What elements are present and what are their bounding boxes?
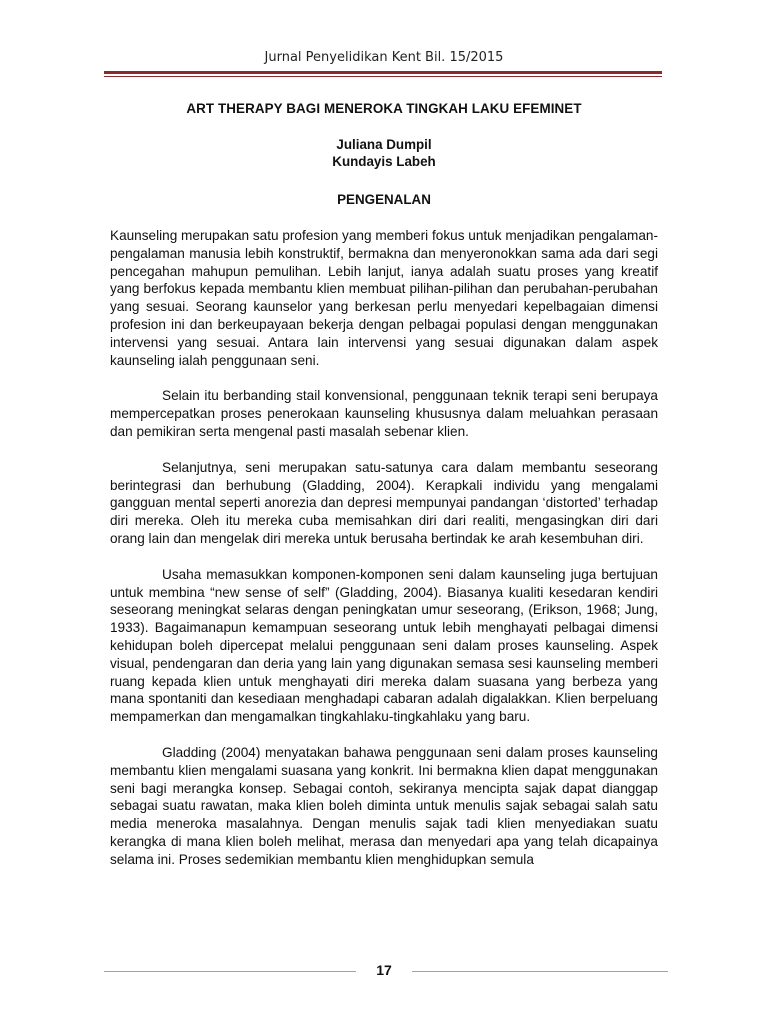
header-rule-thin xyxy=(104,76,662,77)
paragraph: Usaha memasukkan komponen-komponen seni dalam kaunseling juga bertujuan untuk membina “new sense of self” (Gladding, 2004). Biasanya kualiti kesedaran kendiri seseorang meningkat selaras dengan peningkatan umur seseorang, (Erikson, 1968; Jung, 1933). Bagaimanapun kemampuan seseorang untuk lebih menghayati pelbagai dimensi kehidupan boleh dipercepat melalui penggunaan seni dalam proses kaunseling. Aspek visual, pendengaran dan deria yang lain yang digunakan semasa sesi kaunseling memberi ruang kepada klien untuk menghayati diri mereka dalam suasana yang berbeza yang mana spontaniti dan kesediaan menghadapi cabaran adalah digalakkan. Klien berpeluang mempamerkan dan mengamalkan tingkahlaku-tingkahlaku yang baru. xyxy=(110,566,658,725)
paragraph: Gladding (2004) menyatakan bahawa penggunaan seni dalam proses kaunseling membantu klien mengalami suasana yang konkrit. Ini bermakna klien dapat menggunakan seni bagi merangka konsep. Sebagai contoh, sekiranya mencipta sajak dapat dianggap sebagai suatu rawatan, maka klien boleh diminta untuk menulis sajak sebagai salah satu media meneroka masalahnya. Dengan menulis sajak tadi klien menyediakan suatu kerangka di mana klien boleh melihat, merasa dan menyedari apa yang telah dicapainya selama ini. Proses sedemikian membantu klien menghidupkan semula xyxy=(110,744,658,867)
paragraph: Selain itu berbanding stail konvensional, penggunaan teknik terapi seni berupaya mempercepatkan proses penerokaan kaunseling khususnya dalam meluahkan perasaan dan pemikiran serta mengenal pasti masalah sebenar klien. xyxy=(110,388,658,439)
article-title: ART THERAPY BAGI MENEROKA TINGKAH LAKU EFEMINET xyxy=(186,101,582,116)
author-name: Kundayis Labeh xyxy=(332,154,436,169)
paragraph: Kaunseling merupakan satu profesion yang memberi fokus untuk menjadikan pengalaman-pengalaman manusia lebih konstruktif, bermakna dan menyeronokkan sama ada dari segi pencegahan mahupun pemulihan. Lebih lanjut, ianya adalah suatu proses yang kreatif yang berfokus kepada membantu klien membuat pilihan-pilihan dan perubahan-perubahan yang sesuai. Seorang kaunselor yang berkesan perlu menyedari kepelbagaian dimensi profesion ini dan berkeupayaan bekerja dengan pelbagai populasi dengan menggunakan intervensi yang sesuai. Antara lain intervensi yang sesuai digunakan dalam aspek kaunseling ialah penggunaan seni. xyxy=(110,228,658,368)
article-body xyxy=(110,101,658,887)
author-name: Juliana Dumpil xyxy=(336,137,432,152)
paragraph: Selanjutnya, seni merupakan satu-satunya cara dalam membantu seseorang berintegrasi dan berhubung (Gladding, 2004). Kerapkali individu yang mengalami gangguan mental seperti anorezia dan depresi mempunyai pandangan ‘distorted’ terhadap diri mereka. Oleh itu mereka cuba memisahkan diri dari realiti, mengasingkan diri dari orang lain dan mengelak diri mereka untuk berusaha bertindak ke arah kesembuhan diri. xyxy=(110,459,658,546)
page-number: 17 xyxy=(376,962,392,978)
header-rule-thick xyxy=(104,71,662,74)
section-heading: PENGENALAN xyxy=(337,192,431,207)
footer-rule-left xyxy=(104,971,356,972)
journal-header: Jurnal Penyelidikan Kent Bil. 15/2015 xyxy=(264,50,504,65)
footer-rule-right xyxy=(412,971,668,972)
